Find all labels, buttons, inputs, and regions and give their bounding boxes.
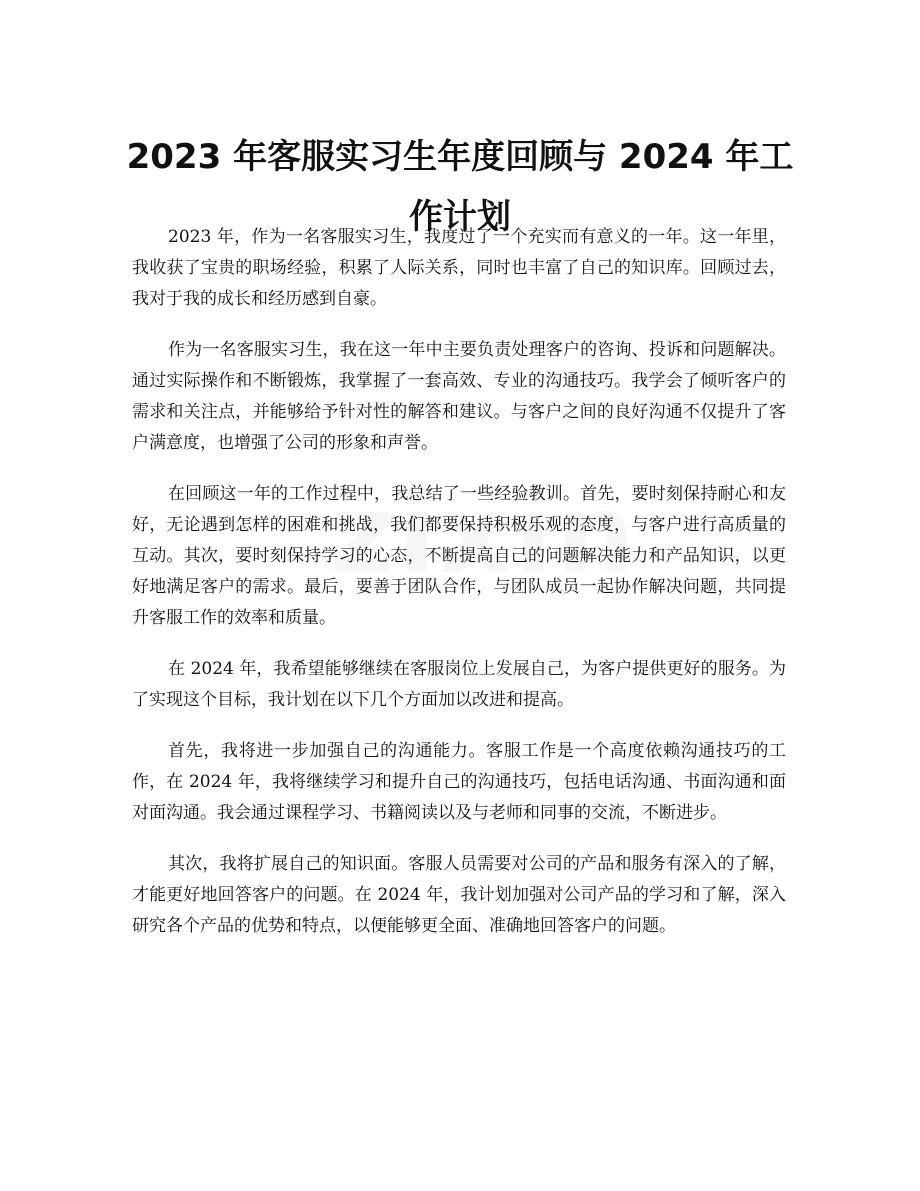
document-body — [132, 222, 786, 962]
paragraph-5: 首先，我将进一步加强自己的沟通能力。客服工作是一个高度依赖沟通技巧的工作，在 2024 年，我将继续学习和提升自己的沟通技巧，包括电话沟通、书面沟通和面对面沟通。我会通过课程学习、书籍阅读以及与老师和同事的交流，不断进步。 — [132, 741, 786, 823]
paragraph-2: 作为一名客服实习生，我在这一年中主要负责处理客户的咨询、投诉和问题解决。通过实际操作和不断锻炼，我掌握了一套高效、专业的沟通技巧。我学会了倾听客户的需求和关注点，并能够给予针对性的解答和建议。与客户之间的良好沟通不仅提升了客户满意度，也增强了公司的形象和声誉。 — [132, 340, 786, 453]
document-title: 2023 年客服实习生年度回顾与 2024 年工作计划 — [126, 136, 794, 237]
paragraph-4: 在 2024 年，我希望能够继续在客服岗位上发展自己，为客户提供更好的服务。为了实现这个目标，我计划在以下几个方面加以改进和提高。 — [132, 659, 786, 710]
paragraph-3: 在回顾这一年的工作过程中，我总结了一些经验教训。首先，要时刻保持耐心和友好，无论遇到怎样的困难和挑战，我们都要保持积极乐观的态度，与客户进行高质量的互动。其次，要时刻保持学习的心态，不断提高自己的问题解决能力和产品知识，以更好地满足客户的需求。最后，要善于团队合作，与团队成员一起协作解决问题，共同提升客服工作的效率和质量。 — [132, 484, 786, 628]
paragraph-6: 其次，我将扩展自己的知识面。客服人员需要对公司的产品和服务有深入的了解，才能更好地回答客户的问题。在 2024 年，我计划加强对公司产品的学习和了解，深入研究各个产品的优势和特点，以便能够更全面、准确地回答客户的问题。 — [132, 854, 786, 936]
paragraph-1: 2023 年，作为一名客服实习生，我度过了一个充实而有意义的一年。这一年里，我收获了宝贵的职场经验，积累了人际关系，同时也丰富了自己的知识库。回顾过去，我对于我的成长和经历感到自豪。 — [132, 227, 786, 309]
